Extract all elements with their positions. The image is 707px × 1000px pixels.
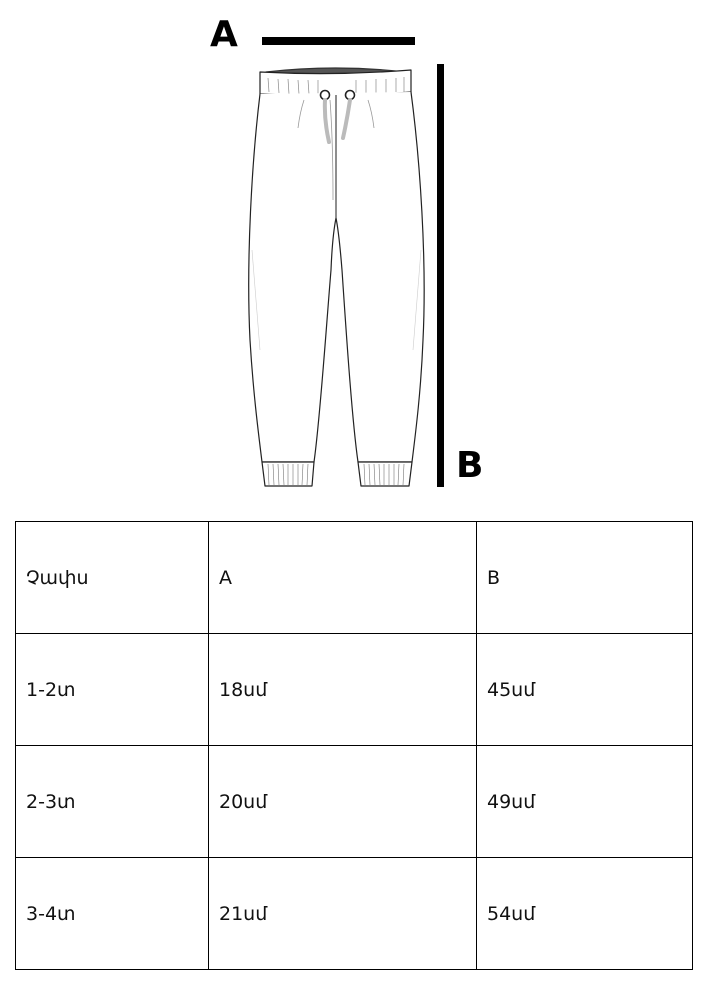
table-header-row [16,522,693,634]
table-row [16,746,693,858]
dimension-label-a: A [210,14,238,55]
header-size: Չափս [16,522,209,634]
size-cell: 1-2տ [16,634,209,746]
table-row [16,858,693,970]
dimension-line-a [262,37,415,45]
table-row [16,634,693,746]
measure-b-cell: 54սմ [477,858,693,970]
dimension-label-b: B [456,445,484,486]
header-a: A [209,522,477,634]
dimension-line-b [437,64,444,487]
size-cell: 2-3տ [16,746,209,858]
size-chart-table [15,521,693,970]
measure-a-cell: 18սմ [209,634,477,746]
measure-b-cell: 49սմ [477,746,693,858]
measure-a-cell: 20սմ [209,746,477,858]
measure-b-cell: 45սմ [477,634,693,746]
jogger-pants-icon [249,68,424,486]
measure-a-cell: 21սմ [209,858,477,970]
size-cell: 3-4տ [16,858,209,970]
header-b: B [477,522,693,634]
